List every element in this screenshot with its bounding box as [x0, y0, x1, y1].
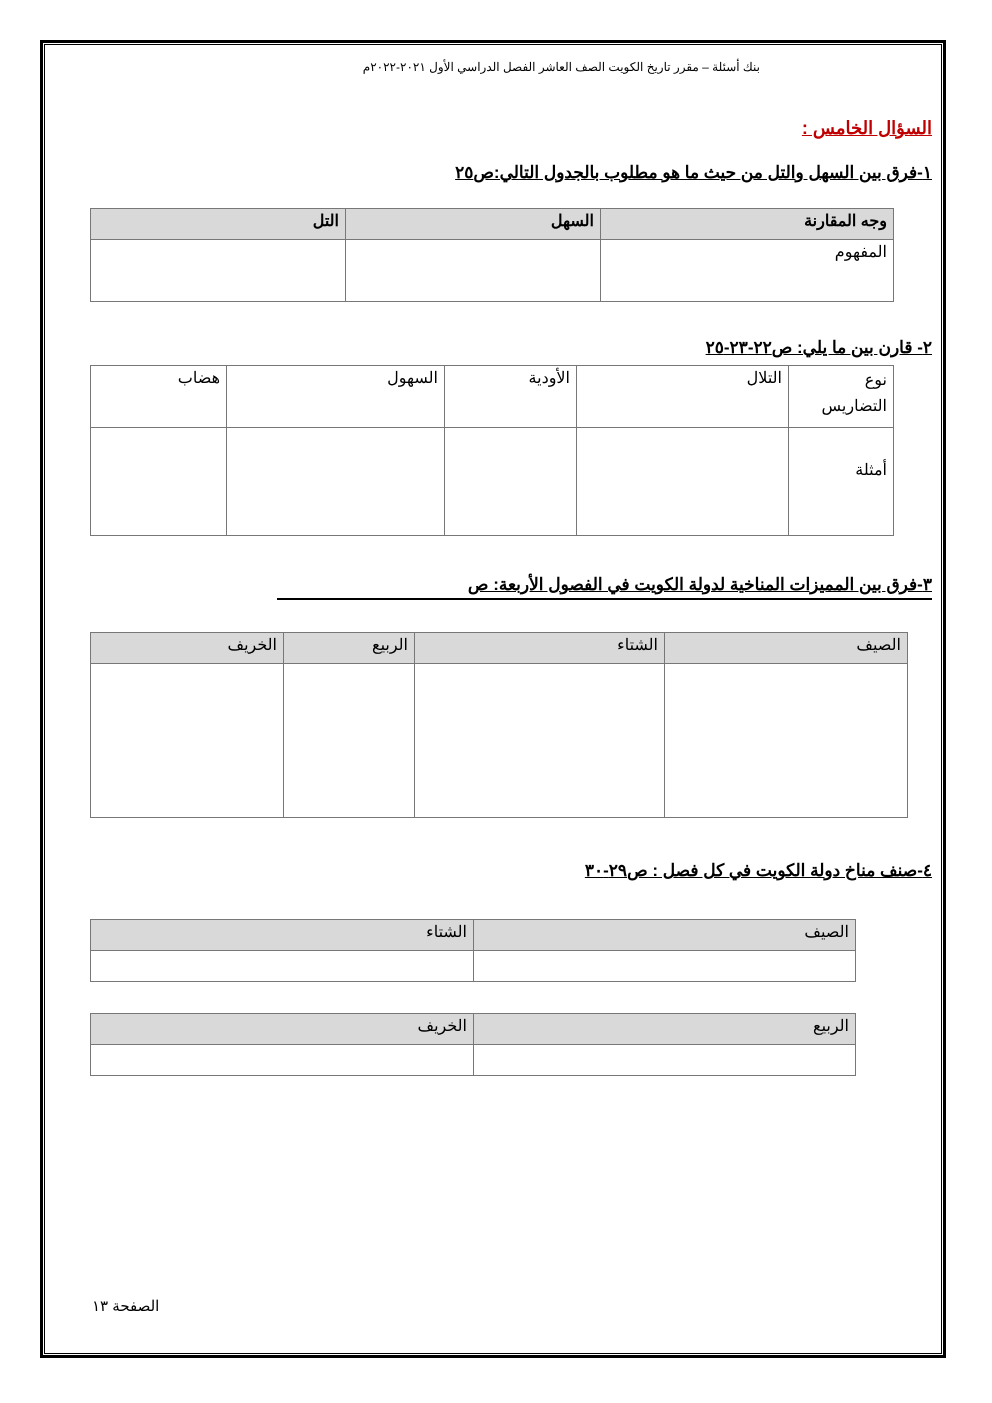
question-title: السؤال الخامس : — [801, 118, 932, 138]
q4-table-1 — [90, 919, 856, 982]
q3-table — [90, 632, 908, 818]
answer-cell[interactable] — [665, 664, 908, 818]
q2-header-cell: الأودية — [445, 366, 577, 428]
q4-table-2 — [90, 1013, 856, 1076]
q2-row-label: أمثلة — [789, 428, 894, 536]
q2-title: ٢- قارن بين ما يلي: ص٢٢-٢٣-٢٥ — [705, 338, 932, 357]
q1-header-cell: وجه المقارنة — [601, 209, 894, 240]
q1-row-label: المفهوم — [601, 240, 894, 302]
q3-header-cell: الخريف — [91, 633, 284, 664]
q1-header-cell: التل — [91, 209, 346, 240]
answer-cell[interactable] — [415, 664, 665, 818]
page-number: الصفحة ١٣ — [92, 1298, 160, 1315]
answer-cell[interactable] — [474, 951, 856, 982]
q4-header-cell: الخريف — [91, 1014, 474, 1045]
q4-header-cell: الربيع — [474, 1014, 856, 1045]
page-header: بنك أسئلة – مقرر تاريخ الكويت الصف العاشر الفصل الدراسي الأول ٢٠٢١-٢٠٢٢م — [362, 60, 760, 74]
q4-header-cell: الصيف — [474, 920, 856, 951]
q2-table — [90, 365, 894, 536]
q4-title: ٤-صنف مناخ دولة الكويت في كل فصل : ص٢٩-٣٠ — [584, 861, 932, 880]
q3-header-cell: الربيع — [284, 633, 415, 664]
answer-cell[interactable] — [346, 240, 601, 302]
answer-cell[interactable] — [284, 664, 415, 818]
answer-cell[interactable] — [577, 428, 789, 536]
answer-cell[interactable] — [91, 664, 284, 818]
q2-header-cell: هضاب — [91, 366, 227, 428]
answer-cell[interactable] — [91, 1045, 474, 1076]
q3-title: ٣-فرق بين المميزات المناخية لدولة الكويت في الفصول الأربعة: ص — [467, 575, 932, 594]
q3-header-cell: الصيف — [665, 633, 908, 664]
q1-title: ١-فرق بين السهل والتل من حيث ما هو مطلوب بالجدول التالي:ص٢٥ — [455, 163, 932, 182]
q3-header-cell: الشتاء — [415, 633, 665, 664]
q3-answer-line — [277, 598, 932, 600]
q1-header-cell: السهل — [346, 209, 601, 240]
q4-header-cell: الشتاء — [91, 920, 474, 951]
q2-header-cell: السهول — [227, 366, 445, 428]
answer-cell[interactable] — [474, 1045, 856, 1076]
answer-cell[interactable] — [445, 428, 577, 536]
answer-cell[interactable] — [227, 428, 445, 536]
q1-table — [90, 208, 894, 302]
q2-header-cell: التلال — [577, 366, 789, 428]
q2-header-cell: نوع التضاريس — [789, 366, 894, 428]
answer-cell[interactable] — [91, 951, 474, 982]
answer-cell[interactable] — [91, 428, 227, 536]
answer-cell[interactable] — [91, 240, 346, 302]
